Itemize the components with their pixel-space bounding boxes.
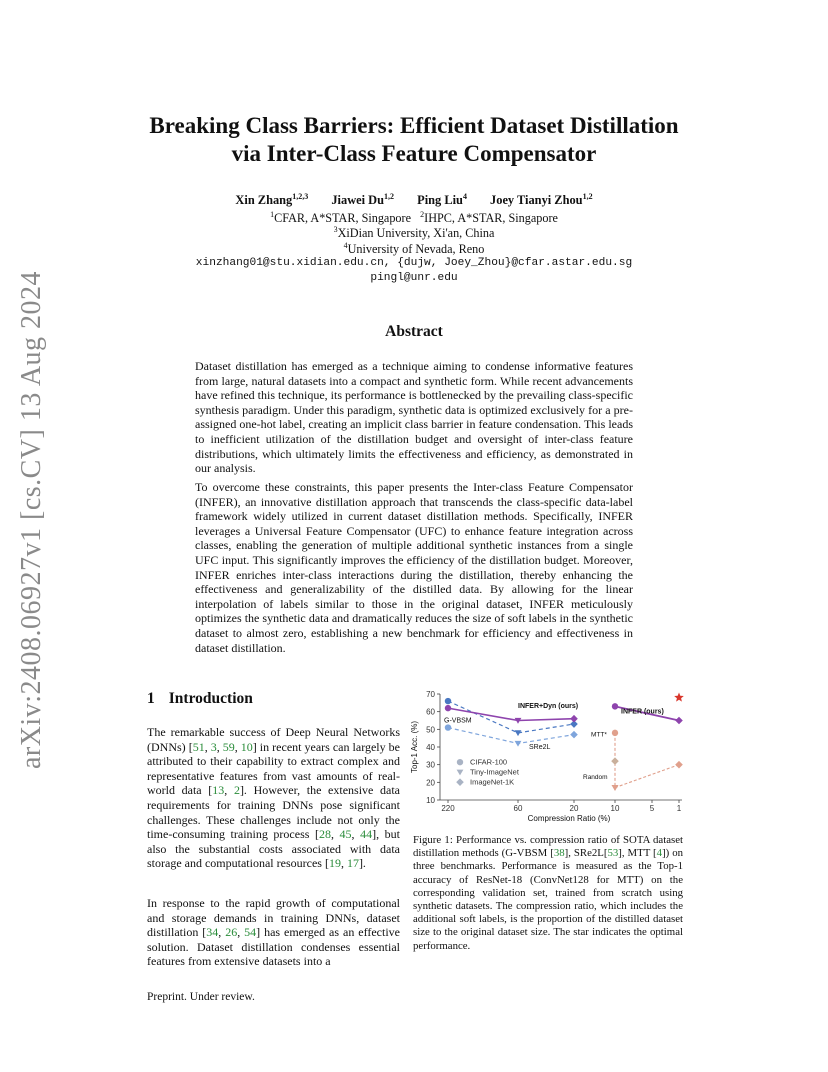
- section-number: 1: [147, 690, 155, 707]
- gvbsm-series-line: [448, 728, 574, 744]
- affiliation-line-2: $^3$XiDian University, Xi'an, China: [333, 225, 495, 241]
- y-tick-label: 50: [426, 725, 435, 735]
- citation-link[interactable]: 2: [233, 783, 240, 798]
- intro-paragraph-1: The remarkable success of Deep Neural Networks (DNNs) [51, 3, 59, 10] in recent years can largely be attributed to their capability to extract complex and representative features from vast amounts of real-world data [13, 2]. However, the extensive data requirements for training DNNs pose significant challenges. These challenges include not only the time-consuming training process [28, 45, 44], but also the substantial costs associated with data storage and computational resources [19, 17].: [147, 725, 400, 871]
- citation-link[interactable]: 19: [328, 856, 341, 871]
- legend-label: ImageNet-1K: [470, 777, 515, 787]
- chart-annotation: Random: [583, 773, 608, 781]
- x-tick-label: 20: [569, 804, 579, 813]
- title-line-2: via Inter-Class Feature Compensator: [231, 141, 597, 166]
- x-tick-label: 220: [441, 804, 455, 813]
- legend-label: CIFAR-100: [470, 757, 508, 767]
- chart-annotation: INFER (ours): [621, 708, 664, 716]
- legend-label: Tiny-ImageNet: [470, 767, 519, 777]
- infer-dyn-series-point: [445, 705, 451, 711]
- gvbsm-series-point: [570, 731, 578, 739]
- infer-series-point: [675, 717, 683, 725]
- abstract-heading: Abstract: [385, 323, 443, 340]
- y-axis-label: Top-1 Acc. (%): [410, 720, 419, 774]
- random-series-point: [612, 785, 619, 791]
- citation-link[interactable]: 45: [339, 827, 352, 842]
- citation-link[interactable]: 53: [607, 847, 619, 860]
- gvbsm-series-point: [515, 741, 522, 747]
- section-heading: [147, 690, 253, 708]
- citation-link[interactable]: 13: [212, 783, 225, 798]
- figure-caption: Figure 1: Performance vs. compression ratio of SOTA dataset distillation methods (G-VBSM [38], SRe2L[53], MTT [4]) on three benchmarks. Performance is measured as the Top-1 accuracy of ResNet-18 (ConvNet128 for MTT) on the corresponding validation set, trained from scratch using synthetic datasets. The compression ratio, which includes the additional soft labels, is the proportion of the distilled dataset size to the original dataset size. The star indicates the optimal performance.: [413, 834, 684, 952]
- legend-marker: [457, 759, 463, 765]
- abstract-paragraph-2: To overcome these constraints, this paper presents the Inter-class Feature Compensator (INFER), an innovative distillation approach that transcends the class-specific data-label framework widely utilized in current dataset distillation methods. Specifically, INFER leverages a Universal Feature Compensator (UFC) to enhance feature integration across classes, enabling the generation of multiple additional synthetic instances from a single UFC input. This significantly improves the efficiency of the distillation budget. Moreover, INFER enriches inter-class interactions during the distillation, thereby enhancing the effectiveness and generalizability of the distilled data. By allowing for the linear interpolation of labels similar to those in the original dataset, INFER meticulously optimizes the synthetic data and dramatically reduces the size of soft labels in the synthetic dataset to almost zero, establishing a new benchmark for efficiency and effectiveness in dataset distillation.: [195, 480, 633, 655]
- paper-title: [120, 112, 708, 168]
- abstract-paragraph-1: Dataset distillation has emerged as a technique aiming to condense informative features from large, natural datasets into a compact and synthetic form. While recent advancements have refined this technique, its performance is bottlenecked by the prevailing class-specific synthesis paradigm. Under this paradigm, synthetic data is optimized exclusively for a pre-assigned one-hot label, creating an implicit class barrier in feature condensation. This leads to inefficient utilization of the distillation budget and oversight of inter-class feature distributions, which ultimately limits the effectiveness and efficiency, as demonstrated in our analysis.: [195, 359, 633, 476]
- y-tick-label: 40: [426, 743, 435, 752]
- gvbsm-series-point: [445, 724, 451, 730]
- random-series-line: [615, 765, 679, 788]
- citation-link[interactable]: 38: [553, 847, 565, 860]
- affiliation-line-1: $^1$CFAR, A*STAR, Singapore $^2$IHPC, A*STAR, Singapore: [270, 210, 558, 226]
- random-series-point: [675, 761, 683, 769]
- chart-annotation: INFER+Dyn (ours): [518, 703, 579, 711]
- x-tick-label: 10: [610, 804, 620, 813]
- citation-link[interactable]: 26: [225, 925, 238, 940]
- optimal-star: [674, 693, 684, 702]
- author: Xin Zhang$^{1,2,3}$: [235, 192, 309, 208]
- y-tick-label: 20: [426, 778, 435, 788]
- author-list: [120, 192, 708, 208]
- x-tick-label: 5: [649, 804, 655, 813]
- author-email-2: pingl@unr.edu: [370, 272, 458, 284]
- citation-link[interactable]: 51: [192, 739, 205, 754]
- affiliation-line-3: $^4$University of Nevada, Reno: [343, 241, 485, 257]
- citation-link[interactable]: 44: [360, 827, 373, 842]
- infer-series-point: [612, 703, 618, 709]
- x-tick-label: 1: [676, 804, 682, 813]
- footer-note: Preprint. Under review.: [147, 991, 255, 1003]
- chart-annotation: SRe2L: [529, 743, 551, 751]
- sre2l-series-point: [515, 730, 522, 736]
- author: Joey Tianyi Zhou$^{1,2}$: [490, 192, 593, 208]
- figure-1-chart: [408, 688, 686, 823]
- arxiv-identifier: arXiv:2408.06927v1 [cs.CV] 13 Aug 2024: [16, 270, 47, 770]
- y-tick-label: 10: [426, 796, 435, 805]
- chart-annotation: G-VBSM: [444, 717, 472, 725]
- intro-paragraph-2: In response to the rapid growth of computational and storage demands in training DNNs, dataset distillation [34, 26, 54] has emerged as an effective solution. Dataset distillation condenses essential features from extensive datasets into a: [147, 896, 400, 969]
- citation-link[interactable]: 10: [240, 739, 253, 754]
- author-emails: xinzhang01@stu.xidian.edu.cn, {dujw, Joey_Zhou}@cfar.astar.edu.sg: [195, 257, 633, 269]
- chart-annotation: MTT*: [591, 731, 607, 739]
- x-tick-label: 60: [513, 804, 523, 813]
- title-line-1: Breaking Class Barriers: Efficient Dataset Distillation: [149, 113, 679, 138]
- citation-link[interactable]: 54: [244, 925, 257, 940]
- legend-marker: [456, 778, 464, 786]
- citation-link[interactable]: 59: [222, 739, 235, 754]
- citation-link[interactable]: 17: [346, 856, 359, 871]
- legend-marker: [457, 770, 464, 776]
- author: Jiawei Du$^{1,2}$: [331, 192, 395, 208]
- citation-link[interactable]: 4: [656, 847, 663, 860]
- y-tick-label: 70: [426, 690, 435, 699]
- citation-link[interactable]: 3: [210, 739, 217, 754]
- y-tick-label: 60: [426, 707, 435, 717]
- y-tick-label: 30: [426, 760, 435, 770]
- citation-link[interactable]: 34: [206, 925, 219, 940]
- x-axis-label: Compression Ratio (%): [527, 814, 611, 823]
- infer-dyn-series-point: [570, 715, 578, 723]
- sre2l-series-point: [445, 698, 451, 704]
- section-title: Introduction: [168, 690, 253, 707]
- mtt-series-point: [611, 757, 619, 765]
- citation-link[interactable]: 28: [318, 827, 331, 842]
- author: Ping Liu$^4$: [417, 192, 467, 208]
- mtt-series-point: [612, 730, 618, 736]
